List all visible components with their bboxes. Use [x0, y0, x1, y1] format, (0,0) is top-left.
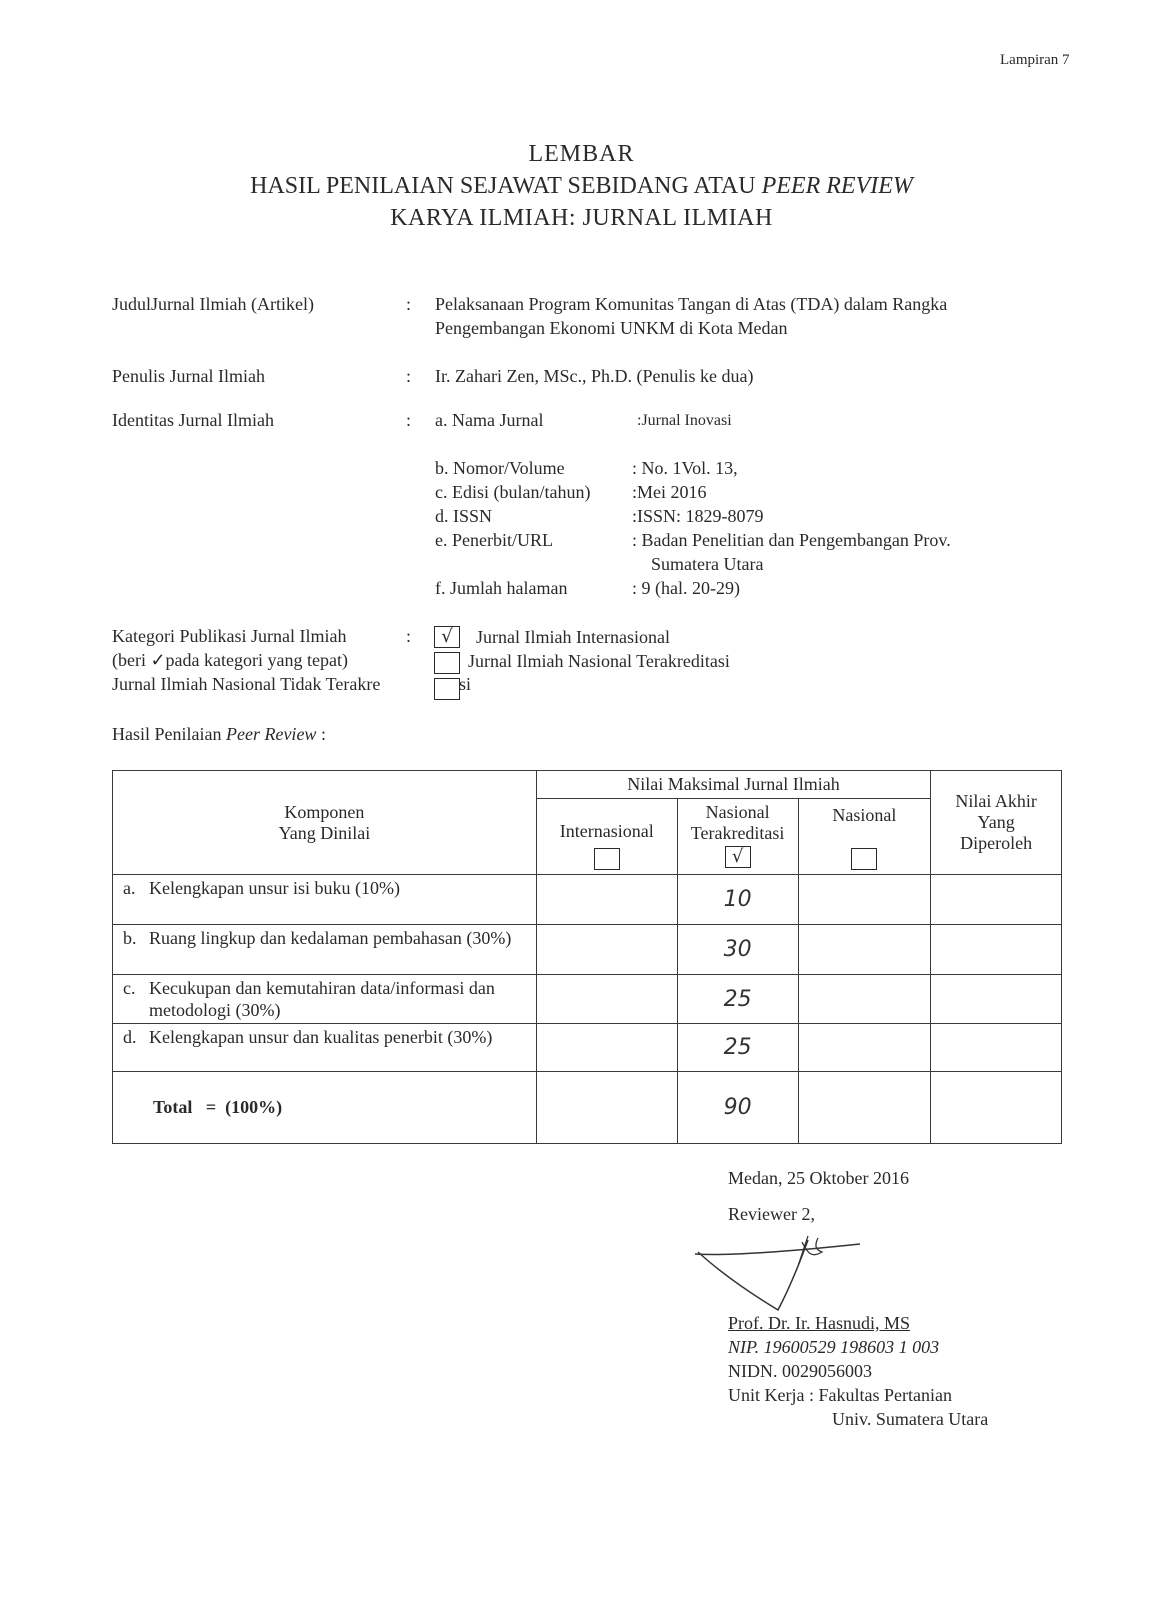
row-text: Ruang lingkup dan kedalaman pembahasan (30%) — [149, 928, 512, 948]
row-index: a. — [123, 878, 136, 898]
nomor-volume-label: b. Nomor/Volume — [435, 458, 565, 478]
jumlah-halaman-label: f. Jumlah halaman — [435, 578, 568, 598]
kategori-label-line-3 — [112, 674, 380, 695]
col-nasional-terakreditasi-header — [677, 799, 798, 875]
kategori-internasional-label: Jurnal Ilmiah Internasional — [476, 627, 670, 647]
table-row — [113, 975, 1062, 1024]
col-nasional-header — [798, 799, 931, 875]
table-row — [113, 1024, 1062, 1072]
edisi-value: :Mei 2016 — [632, 482, 707, 502]
row-d-akhir — [931, 1024, 1062, 1072]
lampiran-label: Lampiran 7 — [1000, 52, 1070, 68]
col-internasional-checkbox[interactable] — [594, 848, 620, 870]
penerbit-value-line-2: Sumatera Utara — [651, 554, 764, 574]
row-a-nasional — [798, 875, 931, 925]
title-line-2-plain: HASIL PENILAIAN SEJAWAT SEBIDANG ATAU — [250, 173, 762, 199]
row-b-score: 30 — [677, 925, 798, 975]
issn-value: :ISSN: 1829-8079 — [632, 506, 764, 526]
row-a-internasional — [536, 875, 677, 925]
col-internasional-label: Internasional — [559, 821, 654, 841]
row-text: Kelengkapan unsur isi buku (10%) — [149, 878, 400, 898]
jumlah-halaman-value: : 9 (hal. 20-29) — [632, 578, 740, 598]
col-nasional-checkbox[interactable] — [851, 848, 877, 870]
nilai-akhir-line-3: Diperoleh — [960, 833, 1033, 853]
signature-scribble — [690, 1232, 870, 1316]
judul-value-line-1: Pelaksanaan Program Komunitas Tangan di Atas (TDA) dalam Rangka — [435, 294, 948, 314]
total-nasional — [798, 1072, 931, 1144]
penulis-value: Ir. Zahari Zen, MSc., Ph.D. (Penulis ke dua) — [435, 366, 754, 386]
place-date: Medan, 25 Oktober 2016 — [728, 1168, 909, 1188]
total-label: Total = (100%) — [113, 1072, 537, 1144]
row-c-akhir — [931, 975, 1062, 1024]
row-a-akhir — [931, 875, 1062, 925]
title-line-3: KARYA ILMIAH: JURNAL ILMIAH — [390, 205, 773, 231]
penerbit-value-line-1: : Badan Penelitian dan Pengembangan Prov. — [632, 530, 951, 550]
row-index: b. — [123, 928, 137, 948]
kategori-nasional-tidak-terakreditasi-checkbox[interactable] — [434, 678, 460, 700]
table-row — [113, 875, 1062, 925]
title-line-2-italic: PEER REVIEW — [761, 173, 913, 199]
row-c-score: 25 — [677, 975, 798, 1024]
kategori-nasional-terakreditasi-checkbox[interactable] — [434, 652, 460, 674]
total-score: 90 — [677, 1072, 798, 1144]
komponen-header-line-2: Yang Dinilai — [278, 822, 371, 843]
row-text: Kelengkapan unsur dan kualitas penerbit (30%) — [149, 1027, 493, 1047]
nama-jurnal-value: :Jurnal Inovasi — [637, 412, 732, 429]
penerbit-label: e. Penerbit/URL — [435, 530, 553, 550]
nilai-akhir-line-2: Yang — [977, 812, 1015, 832]
hasil-penilaian-label — [112, 724, 326, 745]
reviewer-unit-line-1: Unit Kerja : Fakultas Pertanian — [728, 1385, 952, 1405]
nilai-akhir-header — [931, 771, 1062, 875]
row-a-score: 10 — [677, 875, 798, 925]
row-b-label — [113, 925, 537, 975]
row-d-score: 25 — [677, 1024, 798, 1072]
identitas-label: Identitas Jurnal Ilmiah — [112, 410, 274, 430]
reviewer-nidn: NIDN. 0029056003 — [728, 1361, 872, 1381]
table-row-total — [113, 1072, 1062, 1144]
komponen-header — [113, 771, 537, 875]
reviewer-unit-line-2: Univ. Sumatera Utara — [832, 1409, 989, 1429]
row-d-label — [113, 1024, 537, 1072]
kategori-colon: : — [406, 626, 412, 646]
nilai-maksimal-header: Nilai Maksimal Jurnal Ilmiah — [536, 771, 930, 799]
kategori-label-line-3-tail: si — [459, 674, 472, 694]
nama-jurnal-label: a. Nama Jurnal — [435, 410, 544, 430]
col-nasional-label: Nasional — [832, 805, 897, 825]
kategori-internasional-checkbox[interactable]: √ — [434, 626, 460, 648]
kategori-nasional-terakreditasi-label: Jurnal Ilmiah Nasional Terakreditasi — [468, 651, 730, 671]
penulis-colon: : — [406, 366, 412, 386]
hasil-tail: : — [316, 724, 326, 744]
col-nasional-terakreditasi-line-2: Terakreditasi — [690, 823, 785, 843]
kategori-label-line-1: Kategori Publikasi Jurnal Ilmiah — [112, 626, 347, 646]
judul-value-line-2: Pengembangan Ekonomi UNKM di Kota Medan — [435, 318, 788, 338]
row-d-nasional — [798, 1024, 931, 1072]
nomor-volume-value: : No. 1Vol. 13, — [632, 458, 738, 478]
edisi-label: c. Edisi (bulan/tahun) — [435, 482, 591, 502]
title-line-1: LEMBAR — [528, 141, 635, 167]
row-index: c. — [123, 978, 136, 998]
col-nasional-terakreditasi-checkbox[interactable]: √ — [725, 846, 751, 868]
kategori-label-line-3-text: Jurnal Ilmiah Nasional Tidak Terakre — [112, 674, 381, 694]
total-internasional — [536, 1072, 677, 1144]
reviewer-nip: NIP. 19600529 198603 1 003 — [728, 1337, 940, 1357]
total-akhir — [931, 1072, 1062, 1144]
title-line-2 — [0, 173, 1163, 200]
row-c-internasional — [536, 975, 677, 1024]
judul-label: JudulJurnal Ilmiah (Artikel) — [112, 294, 314, 314]
row-index: d. — [123, 1027, 137, 1047]
nilai-akhir-line-1: Nilai Akhir — [955, 791, 1037, 811]
komponen-header-line-1: Komponen — [284, 801, 365, 822]
col-internasional-header — [536, 799, 677, 875]
reviewer-role: Reviewer 2, — [728, 1204, 815, 1224]
reviewer-name: Prof. Dr. Ir. Hasnudi, MS — [728, 1313, 911, 1333]
row-c-label — [113, 975, 537, 1024]
table-row — [113, 925, 1062, 975]
row-b-nasional — [798, 925, 931, 975]
issn-label: d. ISSN — [435, 506, 493, 526]
hasil-italic: Peer Review — [225, 724, 317, 744]
row-text: Kecukupan dan kemutahiran data/informasi dan metodologi (30%) — [149, 978, 495, 1020]
penulis-label: Penulis Jurnal Ilmiah — [112, 366, 265, 386]
row-d-internasional — [536, 1024, 677, 1072]
kategori-label-line-2: (beri ✓pada kategori yang tepat) — [112, 650, 348, 670]
score-table — [112, 770, 1062, 1144]
row-b-internasional — [536, 925, 677, 975]
judul-colon: : — [406, 294, 412, 314]
row-a-label — [113, 875, 537, 925]
col-nasional-terakreditasi-line-1: Nasional — [705, 802, 770, 822]
identitas-colon: : — [406, 410, 412, 430]
row-b-akhir — [931, 925, 1062, 975]
row-c-nasional — [798, 975, 931, 1024]
hasil-plain: Hasil Penilaian — [112, 724, 226, 744]
